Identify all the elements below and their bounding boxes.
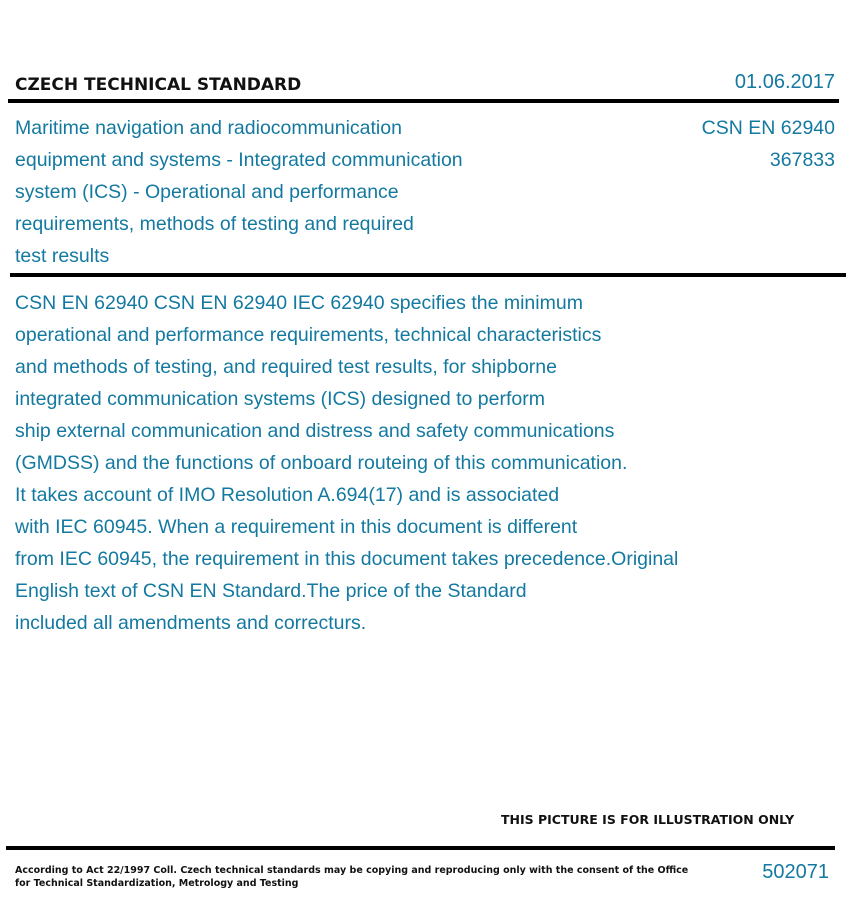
standard-title-line: equipment and systems - Integrated communication [15,149,463,171]
description-line: included all amendments and correcturs. [15,612,367,634]
footer-divider [6,846,835,850]
copyright-note-line: for Technical Standardization, Metrology and Testing [15,878,299,889]
standard-code: CSN EN 62940 [701,117,835,139]
description-line: and methods of testing, and required test results, for shipborne [15,356,557,378]
description-line: CSN EN 62940 CSN EN 62940 IEC 62940 specifies the minimum [15,292,583,314]
standard-description [15,287,795,639]
standard-type-heading: CZECH TECHNICAL STANDARD [15,75,302,95]
description-line: with IEC 60945. When a requirement in this document is different [15,516,578,538]
description-line: English text of CSN EN Standard.The price of the Standard [15,580,527,602]
copyright-note-line: According to Act 22/1997 Coll. Czech technical standards may be copying and reproducing only with the consent of the Office [15,865,689,876]
standard-title-line: system (ICS) - Operational and performance [15,181,399,203]
header-divider [8,99,839,103]
illustration-notice: THIS PICTURE IS FOR ILLUSTRATION ONLY [501,812,795,827]
standard-title-line: test results [15,245,110,267]
description-line: from IEC 60945, the requirement in this document takes precedence.Original [15,548,679,570]
title-divider [10,273,846,277]
standard-identifiers [702,112,835,176]
description-line: It takes account of IMO Resolution A.694(17) and is associated [15,484,560,506]
description-line: operational and performance requirements, technical characteristics [15,324,602,346]
standard-title-line: requirements, methods of testing and required [15,213,414,235]
description-line: ship external communication and distress and safety communications [15,420,615,442]
description-line: integrated communication systems (ICS) designed to perform [15,388,545,410]
description-line: (GMDSS) and the functions of onboard routeing of this communication. [15,452,628,474]
document-number: 502071 [762,861,829,883]
publication-date: 01.06.2017 [734,71,835,93]
catalog-number: 367833 [769,149,835,171]
standard-title [15,112,535,272]
standard-title-line: Maritime navigation and radiocommunication [15,117,402,139]
copyright-note [15,864,689,890]
